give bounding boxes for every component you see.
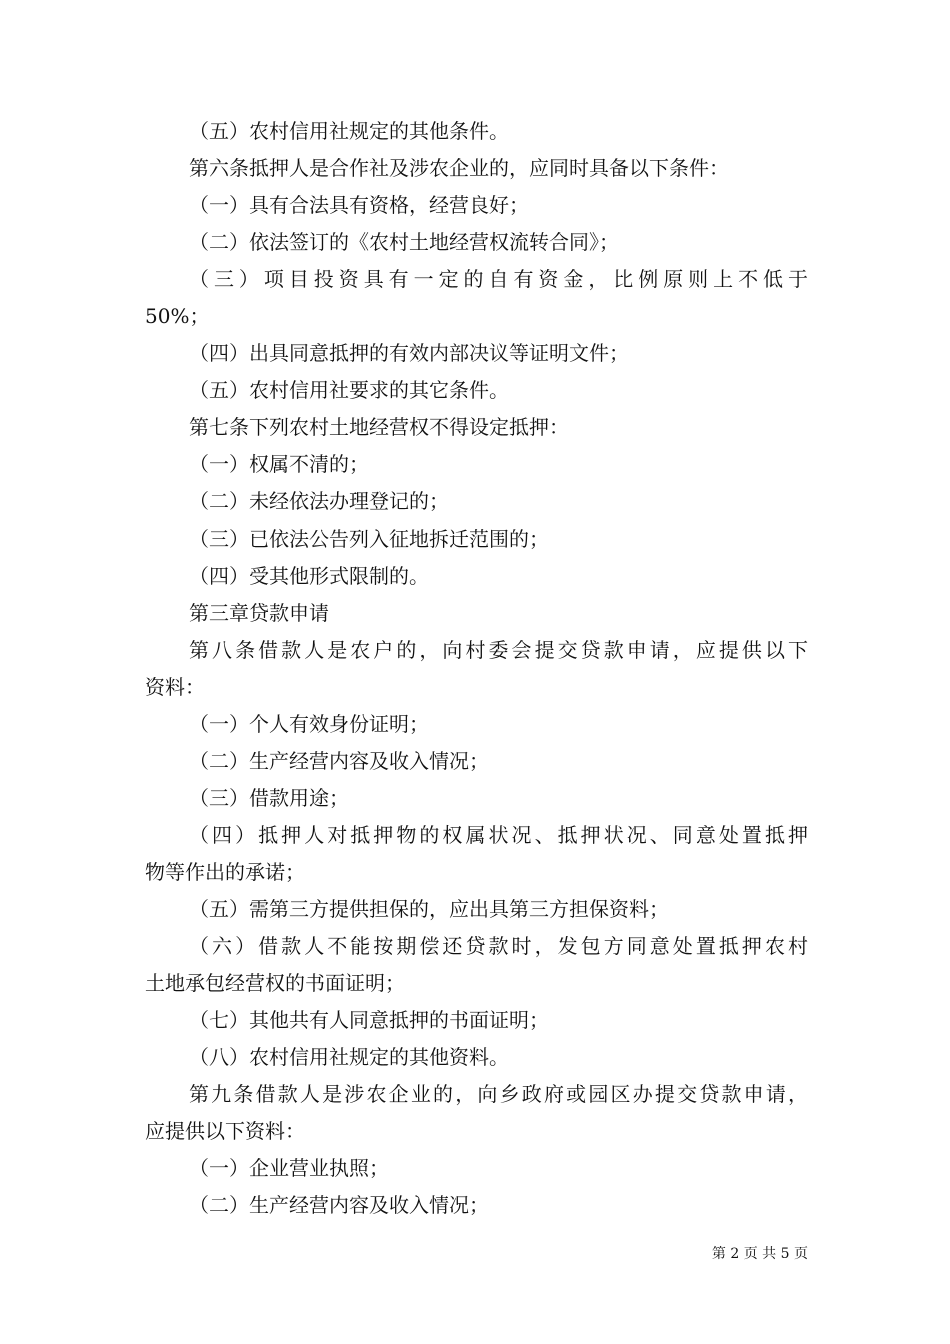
text-line: （二）依法签订的《农村土地经营权流转合同》； [189,230,619,255]
text-line: （六）借款人不能按期偿还贷款时，发包方同意处置抵押农村 [189,934,808,959]
text-line: （二）生产经营内容及收入情况； [189,1193,489,1218]
text-line: （五）需第三方提供担保的，应出具第三方担保资料； [189,896,669,921]
page-number: 第 2 页 共 5 页 [711,1246,808,1262]
document-body [145,113,810,1224]
text-line: 第六条抵押人是合作社及涉农企业的，应同时具备以下条件： [189,156,729,181]
text-line: （一）权属不清的； [189,452,369,477]
text-line: （五）农村信用社要求的其它条件。 [189,378,509,403]
text-line: 物等作出的承诺； [145,859,305,884]
text-line: 应提供以下资料： [145,1119,305,1144]
text-line: （三）项目投资具有一定的自有资金，比例原则上不低于 [189,267,808,292]
text-line: （七）其他共有人同意抵押的书面证明； [189,1008,549,1033]
text-line: （一）企业营业执照； [189,1156,389,1181]
text-line: （二）未经依法办理登记的； [189,489,449,514]
text-line: （八）农村信用社规定的其他资料。 [189,1045,509,1070]
text-line: （一）具有合法具有资格，经营良好； [189,193,529,218]
text-line: （三）已依法公告列入征地拆迁范围的； [189,526,549,551]
text-line: （一）个人有效身份证明； [189,711,429,736]
text-line: （四）抵押人对抵押物的权属状况、抵押状况、同意处置抵押 [189,822,808,847]
text-line: （四）出具同意抵押的有效内部决议等证明文件； [189,341,629,366]
text-line: 土地承包经营权的书面证明； [145,971,405,996]
text-line: 第七条下列农村土地经营权不得设定抵押： [189,415,569,440]
text-line: （四）受其他形式限制的。 [189,563,429,588]
text-line: 第九条借款人是涉农企业的，向乡政府或园区办提交贷款申请， [189,1082,808,1107]
text-line: （三）借款用途； [189,785,349,810]
text-line: 第八条借款人是农户的，向村委会提交贷款申请，应提供以下 [189,637,808,662]
text-line: 50%； [145,304,210,329]
text-line: （五）农村信用社规定的其他条件。 [189,119,509,143]
text-line: 第三章贷款申请 [189,600,329,625]
text-line: 资料： [145,674,205,699]
text-line: （二）生产经营内容及收入情况； [189,748,489,773]
